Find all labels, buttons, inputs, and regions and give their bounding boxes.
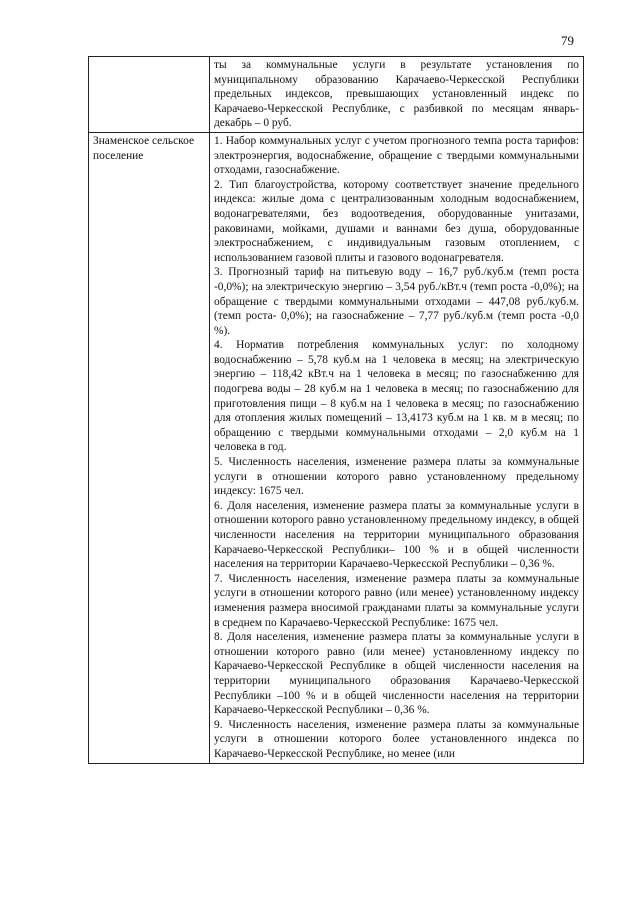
table-row [89,132,584,763]
paragraph: 4. Норматив потребления коммунальных услуг: по холодному водоснабжению – 5,78 куб.м на 1 человека в месяц; на электрическую энергию – 118,42 кВт.ч на 1 человека в месяц; по газоснабжению для подогрева воды – 28 куб.м на 1 человека в месяц; по газоснабжению для приготовления пищи – 8 куб.м на 1 человека в месяц; по газоснабжению для отопления жилых помещений – 13,4173 куб.м на 1 кв. м в месяц; по обращению с твердыми коммунальными отходами – 2,0 куб.м на 1 человека в год. [214,339,579,454]
paragraph: 9. Численность населения, изменение размера платы за коммунальные услуги в отношении которого более установленного индекса по Карачаево-Черкесской Республике, но менее (или [214,718,579,760]
municipality-cell: Знаменское сельское поселение [89,132,210,763]
details-cell [210,132,584,763]
paragraph: 2. Тип благоустройства, которому соответствует значение предельного индекса: жилые дома с централизованным холодным водоснабжением, водонагревателями, без водоотведения, оборудованные унитазами, раковинами, мойками, душами и ваннами без душа, оборудованные электроснабжением, с индивидуальным газовым отоплением, с использованием газовой плиты и газового водонагревателя. [214,178,579,264]
paragraph: 3. Прогнозный тариф на питьевую воду – 16,7 руб./куб.м (темп роста -0,0%); на электрическую энергию – 3,54 руб./кВт.ч (темп роста -0,0%); на обращение с твердыми коммунальными отходами – 447,08 руб./куб.м. (темп роста- 0,0%); на газоснабжение – 7,77 руб./куб.м (темп роста -0,0 %). [214,266,579,337]
paragraph: 5. Численность населения, изменение размера платы за коммунальные услуги в отношении которого равно установленному предельному индексу: 1675 чел. [214,456,579,498]
page-number: 79 [561,33,574,48]
paragraph: 7. Численность населения, изменение размера платы за коммунальные услуги в отношении которого равно (или менее) установленному индексу изменения размера вносимой гражданами платы за коммунальные услуги в среднем по Карачаево-Черкесской Республике: 1675 чел. [214,572,579,629]
paragraph: 6. Доля населения, изменение размера платы за коммунальные услуги в отношении которого равно установленному предельному индексу, в общей численности населения на территории муниципального образования Карачаево-Черкесской Республики– 100 % и в общей численности населения на территории Карачаево-Черкесской Республики – 0,36 %. [214,499,579,571]
document-table [88,56,584,764]
paragraph: ты за коммунальные услуги в результате установления по муниципальному образованию Карачаево-Черкесской Республики предельных индексов, превышающих установленный индекс по Карачаево-Черкесской Республике, с разбивкой по месяцам январь-декабрь – 0 руб. [214,59,579,130]
municipality-cell [89,57,210,133]
paragraph: 1. Набор коммунальных услуг с учетом прогнозного темпа роста тарифов: электроэнергия, водоснабжение, обращение с твердыми коммунальными отходами, газоснабжение. [214,134,579,177]
paragraph: 8. Доля населения, изменение размера платы за коммунальные услуги в отношении которого равно (или менее) установленному индексу по Карачаево-Черкесской Республике в общей численности населения на территории муниципального образования Карачаево-Черкесской Республики –100 % и в общей численности населения на территории Карачаево-Черкесской Республики – 0,36 %. [214,631,579,717]
details-cell [210,57,584,133]
table-row [89,57,584,133]
